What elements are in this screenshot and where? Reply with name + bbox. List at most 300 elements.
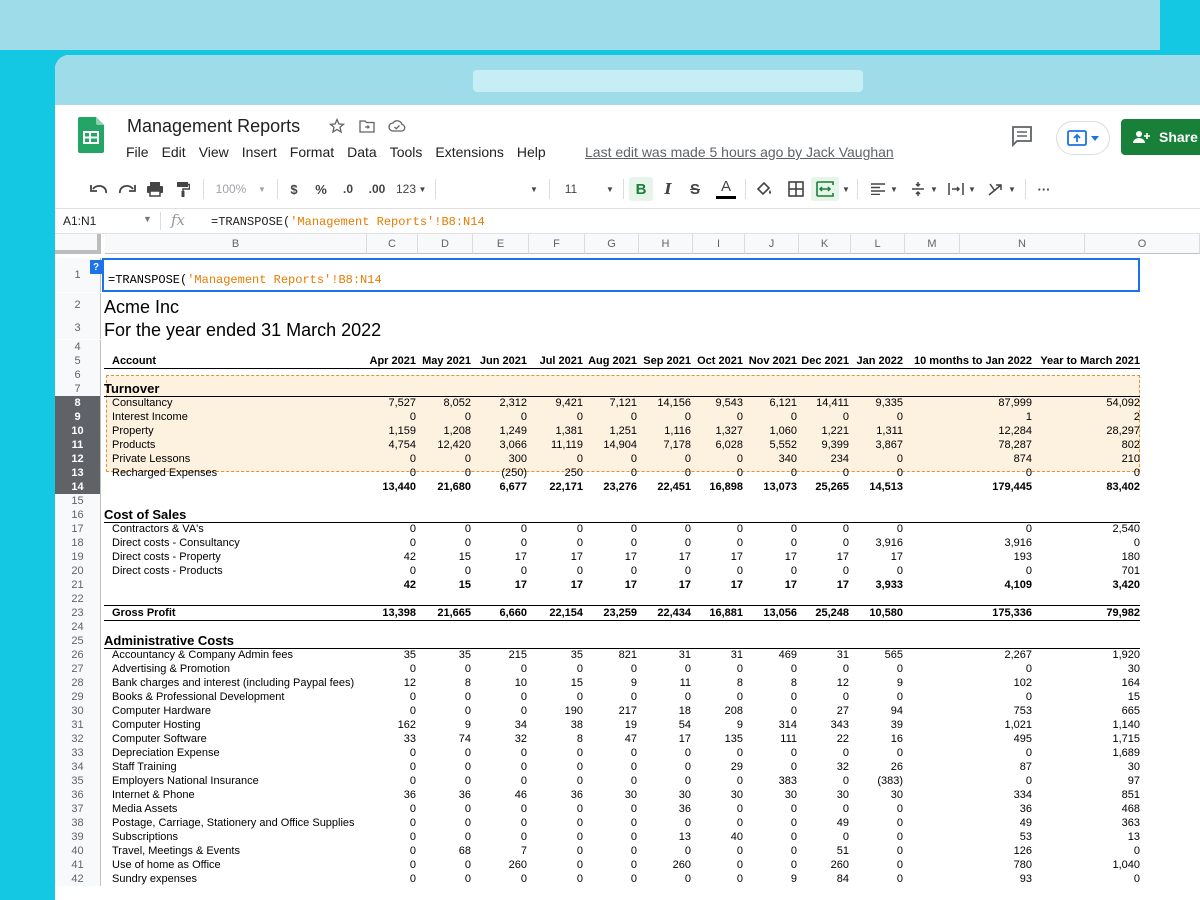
value-cell: 0 [520, 775, 527, 787]
section-heading: Administrative Costs [104, 633, 235, 648]
menu-format[interactable]: Format [289, 144, 335, 160]
spreadsheet-grid[interactable] [55, 234, 1200, 900]
value-cell: 0 [736, 817, 743, 829]
row-header-2[interactable]: 2 [55, 293, 101, 316]
name-box[interactable]: A1:N1 [63, 214, 97, 228]
value-cell: 17 [570, 551, 583, 563]
value-cell: 30 [784, 789, 797, 801]
value-cell: 0 [736, 411, 743, 423]
value-cell: 0 [736, 873, 743, 885]
value-cell: 0 [684, 747, 691, 759]
row-header-6[interactable]: 6 [55, 368, 101, 382]
percent-format-button[interactable]: % [315, 181, 327, 197]
row-header-21[interactable]: 21 [55, 578, 101, 592]
row-header-18[interactable]: 18 [55, 536, 101, 550]
period-header: Jan 2022 [856, 355, 903, 367]
fill-color-icon[interactable] [753, 177, 775, 201]
value-cell: 3,066 [499, 439, 527, 451]
value-cell: 0 [684, 817, 691, 829]
row-header-38[interactable]: 38 [55, 816, 101, 830]
period-header: May 2021 [422, 355, 471, 367]
row-header-19[interactable]: 19 [55, 550, 101, 564]
row-header-17[interactable]: 17 [55, 522, 101, 536]
value-cell: 0 [630, 747, 637, 759]
font-size-chevron-icon[interactable]: ▼ [606, 184, 614, 194]
value-cell: 0 [630, 565, 637, 577]
row-header-8[interactable]: 8 [55, 396, 101, 410]
value-cell: 802 [1121, 439, 1140, 451]
column-header-e[interactable]: E [473, 234, 529, 254]
merge-chevron-icon[interactable]: ▼ [842, 184, 850, 194]
italic-button[interactable]: I [664, 180, 672, 198]
row-header-42[interactable]: 42 [55, 872, 101, 886]
value-cell: 13,073 [763, 481, 797, 493]
document-title[interactable]: Management Reports [127, 116, 301, 136]
value-cell: 1,249 [499, 425, 527, 437]
menu-file[interactable]: File [126, 144, 149, 160]
value-cell: 469 [778, 649, 797, 661]
value-cell: 0 [736, 537, 743, 549]
row-header-28[interactable]: 28 [55, 676, 101, 690]
value-cell: 0 [684, 761, 691, 773]
row-header-39[interactable]: 39 [55, 830, 101, 844]
sheets-logo-icon[interactable] [78, 117, 104, 153]
value-cell: 0 [736, 775, 743, 787]
value-cell: 31 [836, 649, 849, 661]
row-header-35[interactable]: 35 [55, 774, 101, 788]
period-header: Oct 2021 [697, 355, 743, 367]
value-cell: 0 [790, 803, 797, 815]
value-cell: 5,552 [769, 439, 797, 451]
value-cell: 0 [896, 523, 903, 535]
undo-icon[interactable] [88, 177, 110, 201]
value-cell: 0 [464, 803, 471, 815]
value-cell: 0 [684, 537, 691, 549]
value-cell: 0 [790, 761, 797, 773]
row-header-12[interactable]: 12 [55, 452, 101, 466]
value-cell: 1,140 [1112, 719, 1140, 731]
value-cell: 17 [730, 551, 743, 563]
value-cell: 0 [896, 873, 903, 885]
value-cell: 0 [736, 691, 743, 703]
value-cell: 126 [1013, 845, 1032, 857]
value-cell: 0 [409, 691, 416, 703]
value-cell: 0 [409, 411, 416, 423]
column-header-k[interactable]: K [799, 234, 851, 254]
value-cell: 38 [570, 719, 583, 731]
value-cell: 36 [570, 789, 583, 801]
wrap-chevron-icon[interactable]: ▼ [968, 184, 976, 194]
value-cell: 0 [630, 775, 637, 787]
value-cell: 0 [684, 453, 691, 465]
value-cell: 0 [896, 803, 903, 815]
row-header-34[interactable]: 34 [55, 760, 101, 774]
column-header-i[interactable]: I [693, 234, 745, 254]
value-cell: 0 [576, 663, 583, 675]
value-cell: 1,159 [388, 425, 416, 437]
row-header-33[interactable]: 33 [55, 746, 101, 760]
account-label: Accountancy & Company Admin fees [112, 649, 293, 661]
value-cell: 0 [576, 761, 583, 773]
period-header: Year to March 2021 [1040, 355, 1140, 367]
account-label: Employers National Insurance [112, 775, 259, 787]
value-cell: 0 [896, 691, 903, 703]
value-cell: 0 [790, 831, 797, 843]
row-header-25[interactable]: 25 [55, 634, 101, 648]
value-cell: 32 [514, 733, 527, 745]
bold-button[interactable]: B [629, 177, 653, 201]
row-header-16[interactable]: 16 [55, 508, 101, 522]
value-cell: 0 [842, 663, 849, 675]
column-header-n[interactable]: N [960, 234, 1085, 254]
borders-icon[interactable] [785, 177, 807, 201]
cell-formula-text[interactable]: =TRANSPOSE('Management Reports'!B8:N14 [108, 273, 382, 287]
row-header-40[interactable]: 40 [55, 844, 101, 858]
value-cell: 821 [618, 649, 637, 661]
row-header-5[interactable]: 5 [55, 354, 101, 368]
column-header-c[interactable]: C [367, 234, 418, 254]
value-cell: 0 [409, 467, 416, 479]
row-header-20[interactable]: 20 [55, 564, 101, 578]
value-cell: 9,421 [555, 397, 583, 409]
value-cell: 0 [630, 691, 637, 703]
value-cell: 164 [1121, 677, 1140, 689]
row-header-36[interactable]: 36 [55, 788, 101, 802]
more-formats-chevron-icon[interactable]: ▼ [418, 184, 427, 194]
menu-tools[interactable]: Tools [389, 144, 423, 160]
zoom-chevron-down-icon[interactable]: ▼ [258, 184, 266, 194]
formula-input[interactable]: =TRANSPOSE('Management Reports'!B8:N14 [211, 215, 485, 229]
more-formats-button[interactable]: 123 [395, 182, 417, 196]
align-chevron-icon[interactable]: ▼ [890, 184, 898, 194]
value-cell: 0 [736, 845, 743, 857]
value-cell: 17 [730, 579, 743, 591]
value-cell: 0 [520, 663, 527, 675]
row-header-37[interactable]: 37 [55, 802, 101, 816]
value-cell: 0 [576, 411, 583, 423]
value-cell: 0 [842, 691, 849, 703]
row-header-7[interactable]: 7 [55, 382, 101, 396]
value-cell: 1,327 [715, 425, 743, 437]
value-cell: 54 [678, 719, 691, 731]
account-label: Direct costs - Products [112, 565, 223, 577]
column-header-h[interactable]: H [639, 234, 693, 254]
value-cell: 0 [464, 565, 471, 577]
period-header: Dec 2021 [801, 355, 849, 367]
value-cell: 0 [464, 761, 471, 773]
print-icon[interactable] [144, 177, 166, 201]
browser-titlebar [55, 55, 1200, 105]
value-cell: 0 [464, 873, 471, 885]
row-header-30[interactable]: 30 [55, 704, 101, 718]
present-button[interactable] [1056, 121, 1110, 155]
value-cell: 30 [1127, 761, 1140, 773]
row-header-26[interactable]: 26 [55, 648, 101, 662]
value-cell: 12,420 [437, 439, 471, 451]
row-header-31[interactable]: 31 [55, 718, 101, 732]
column-header-m[interactable]: M [905, 234, 960, 254]
menu-extensions[interactable]: Extensions [435, 144, 504, 160]
value-cell: 0 [790, 663, 797, 675]
value-cell: 0 [790, 537, 797, 549]
account-label: Staff Training [112, 761, 177, 773]
more-options-icon[interactable]: ··· [1037, 181, 1051, 197]
row-header-11[interactable]: 11 [55, 438, 101, 452]
value-cell: 13,398 [382, 607, 416, 619]
value-cell: 0 [630, 873, 637, 885]
value-cell: 0 [520, 761, 527, 773]
value-cell: 14,513 [869, 481, 903, 493]
value-cell: 6,660 [499, 607, 527, 619]
value-cell: 1,715 [1112, 733, 1140, 745]
menu-help[interactable]: Help [516, 144, 546, 160]
value-cell: 12 [403, 677, 416, 689]
value-cell: 49 [836, 817, 849, 829]
value-cell: 0 [576, 537, 583, 549]
value-cell: 15 [458, 551, 471, 563]
value-cell: 0 [464, 705, 471, 717]
value-cell: 15 [1127, 691, 1140, 703]
name-box-chevron-icon[interactable]: ▼ [143, 214, 152, 224]
value-cell: 314 [778, 719, 797, 731]
value-cell: 0 [409, 453, 416, 465]
account-label: Gross Profit [112, 607, 176, 619]
value-cell: 3,867 [875, 439, 903, 451]
star-icon[interactable] [328, 117, 346, 135]
paint-format-icon[interactable] [172, 177, 194, 201]
value-cell: 0 [630, 845, 637, 857]
value-cell: 21,680 [437, 481, 471, 493]
merge-cells-icon[interactable] [811, 177, 839, 201]
period-header: Sep 2021 [643, 355, 691, 367]
value-cell: 0 [576, 845, 583, 857]
value-cell: 250 [564, 467, 583, 479]
value-cell: 25,265 [815, 481, 849, 493]
value-cell: 0 [736, 747, 743, 759]
fx-icon: fx [171, 211, 186, 229]
text-rotation-icon[interactable] [985, 177, 1007, 201]
value-cell: 0 [684, 411, 691, 423]
column-header-g[interactable]: G [585, 234, 639, 254]
value-cell: 0 [464, 411, 471, 423]
value-cell: 0 [409, 761, 416, 773]
move-folder-icon[interactable] [358, 117, 376, 135]
row-header-27[interactable]: 27 [55, 662, 101, 676]
row-header-10[interactable]: 10 [55, 424, 101, 438]
cloud-status-icon[interactable] [388, 117, 406, 135]
value-cell: 39 [890, 719, 903, 731]
value-cell: 343 [830, 719, 849, 731]
value-cell: 1,251 [609, 425, 637, 437]
row-header-4[interactable]: 4 [55, 340, 101, 354]
row-header-29[interactable]: 29 [55, 690, 101, 704]
value-cell: 8,052 [443, 397, 471, 409]
value-cell: 0 [790, 523, 797, 535]
value-cell: 0 [1025, 523, 1032, 535]
value-cell: 363 [1121, 817, 1140, 829]
url-bar[interactable] [473, 70, 863, 92]
decrease-decimal-button[interactable]: .0 [342, 182, 353, 196]
account-label: Sundry expenses [112, 873, 197, 885]
header-underline [104, 368, 1140, 369]
row-header-23[interactable]: 23 [55, 606, 101, 620]
value-cell: 0 [896, 747, 903, 759]
browser-titlebar [0, 0, 1160, 50]
account-label: Interest Income [112, 411, 188, 423]
text-color-button[interactable] [715, 177, 737, 201]
row-header-22[interactable]: 22 [55, 592, 101, 606]
value-cell: 0 [520, 691, 527, 703]
period-header: Nov 2021 [748, 355, 797, 367]
value-cell: 35 [570, 649, 583, 661]
value-cell: 26 [890, 761, 903, 773]
value-cell: 0 [1133, 845, 1140, 857]
value-cell: 193 [1013, 551, 1032, 563]
value-cell: 31 [730, 649, 743, 661]
value-cell: 0 [684, 873, 691, 885]
column-header-o[interactable]: O [1085, 234, 1200, 254]
value-cell: 0 [684, 775, 691, 787]
value-cell: 4,754 [388, 439, 416, 451]
text-wrapping-icon[interactable] [945, 177, 967, 201]
value-cell: 0 [630, 817, 637, 829]
account-label: Consultancy [112, 397, 173, 409]
vertical-align-icon[interactable] [907, 177, 929, 201]
value-cell: 1,116 [664, 425, 691, 437]
comment-history-icon[interactable] [1010, 125, 1034, 147]
value-cell: 0 [464, 691, 471, 703]
row-header-3[interactable]: 3 [55, 316, 101, 339]
value-cell: 0 [736, 467, 743, 479]
font-size-select[interactable]: 11 [564, 182, 578, 196]
value-cell: 21,665 [437, 607, 471, 619]
menu-insert[interactable]: Insert [241, 144, 277, 160]
value-cell: 0 [409, 817, 416, 829]
value-cell: 753 [1013, 705, 1032, 717]
value-cell: 49 [1019, 817, 1032, 829]
value-cell: 97 [1127, 775, 1140, 787]
value-cell: 0 [1133, 467, 1140, 479]
value-cell: 0 [1025, 747, 1032, 759]
value-cell: 16,898 [709, 481, 743, 493]
account-label: Advertising & Promotion [112, 663, 230, 675]
value-cell: 0 [684, 691, 691, 703]
value-cell: 111 [780, 733, 797, 745]
row-header-41[interactable]: 41 [55, 858, 101, 872]
value-cell: 0 [736, 565, 743, 577]
row-header-24[interactable]: 24 [55, 620, 101, 634]
last-edit-link[interactable]: Last edit was made 5 hours ago by Jack Vaughan [585, 144, 894, 160]
valign-chevron-icon[interactable]: ▼ [930, 184, 938, 194]
value-cell: 0 [409, 537, 416, 549]
value-cell: 0 [630, 761, 637, 773]
menu-view[interactable]: View [198, 144, 229, 160]
value-cell: 3,916 [1004, 537, 1032, 549]
column-header-f[interactable]: F [529, 234, 585, 254]
value-cell: 0 [736, 523, 743, 535]
value-cell: 0 [842, 831, 849, 843]
value-cell: 0 [409, 803, 416, 815]
value-cell: 1,021 [1004, 719, 1032, 731]
value-cell: 53 [1019, 831, 1032, 843]
row-header-9[interactable]: 9 [55, 410, 101, 424]
share-button[interactable] [1121, 119, 1200, 155]
column-header-j[interactable]: J [745, 234, 799, 254]
value-cell: 0 [464, 831, 471, 843]
value-cell: 0 [409, 873, 416, 885]
row-header-14[interactable]: 14 [55, 480, 101, 494]
increase-decimal-button[interactable]: .00 [368, 182, 386, 196]
value-cell: 0 [576, 565, 583, 577]
account-label: Subscriptions [112, 831, 179, 843]
account-label: Travel, Meetings & Events [112, 845, 240, 857]
menu-edit[interactable]: Edit [161, 144, 186, 160]
value-cell: 19 [624, 719, 637, 731]
value-cell: 665 [1121, 705, 1140, 717]
value-cell: 565 [884, 649, 903, 661]
value-cell: 3,916 [875, 537, 903, 549]
value-cell: 7,121 [609, 397, 637, 409]
value-cell: 31 [678, 649, 691, 661]
zoom-select[interactable]: 100% [215, 182, 247, 196]
row-header-13[interactable]: 13 [55, 466, 101, 480]
value-cell: 0 [520, 705, 527, 717]
value-cell: 15 [458, 579, 471, 591]
value-cell: 18 [678, 705, 691, 717]
value-cell: 17 [624, 551, 637, 563]
value-cell: 468 [1121, 803, 1140, 815]
value-cell: 83,402 [1106, 481, 1140, 493]
value-cell: 0 [790, 705, 797, 717]
column-header-d[interactable]: D [418, 234, 473, 254]
value-cell: 30 [624, 789, 637, 801]
rotation-chevron-icon[interactable]: ▼ [1008, 184, 1016, 194]
value-cell: 0 [576, 747, 583, 759]
redo-icon[interactable] [116, 177, 138, 201]
value-cell: 36 [458, 789, 471, 801]
section-heading: Cost of Sales [104, 507, 187, 522]
strikethrough-button[interactable]: S [689, 180, 700, 198]
menu-data[interactable]: Data [347, 144, 377, 160]
period-header: Aug 2021 [588, 355, 637, 367]
select-all-corner[interactable] [55, 234, 101, 254]
value-cell: 0 [409, 859, 416, 871]
value-cell: 17 [784, 579, 797, 591]
value-cell: 1,221 [821, 425, 849, 437]
value-cell: 17 [514, 579, 527, 591]
formula-bar [55, 208, 1200, 234]
value-cell: 0 [842, 467, 849, 479]
value-cell: 29 [730, 761, 743, 773]
row-header-1[interactable]: 1 [55, 258, 101, 292]
formula-help-icon[interactable]: ? [90, 260, 102, 274]
account-label: Use of home as Office [112, 859, 221, 871]
font-family-chevron-icon[interactable]: ▼ [530, 184, 538, 194]
column-header-b[interactable]: B [105, 234, 367, 254]
value-cell: 0 [409, 747, 416, 759]
value-cell: 30 [678, 789, 691, 801]
value-cell: 162 [397, 719, 416, 731]
value-cell: 0 [630, 467, 637, 479]
column-header-l[interactable]: L [851, 234, 905, 254]
value-cell: 135 [724, 733, 743, 745]
value-cell: 0 [684, 523, 691, 535]
currency-format-button[interactable]: $ [290, 181, 298, 197]
row-header-32[interactable]: 32 [55, 732, 101, 746]
value-cell: 94 [890, 705, 903, 717]
align-left-icon[interactable] [867, 177, 889, 201]
row-header-15[interactable]: 15 [55, 494, 101, 508]
